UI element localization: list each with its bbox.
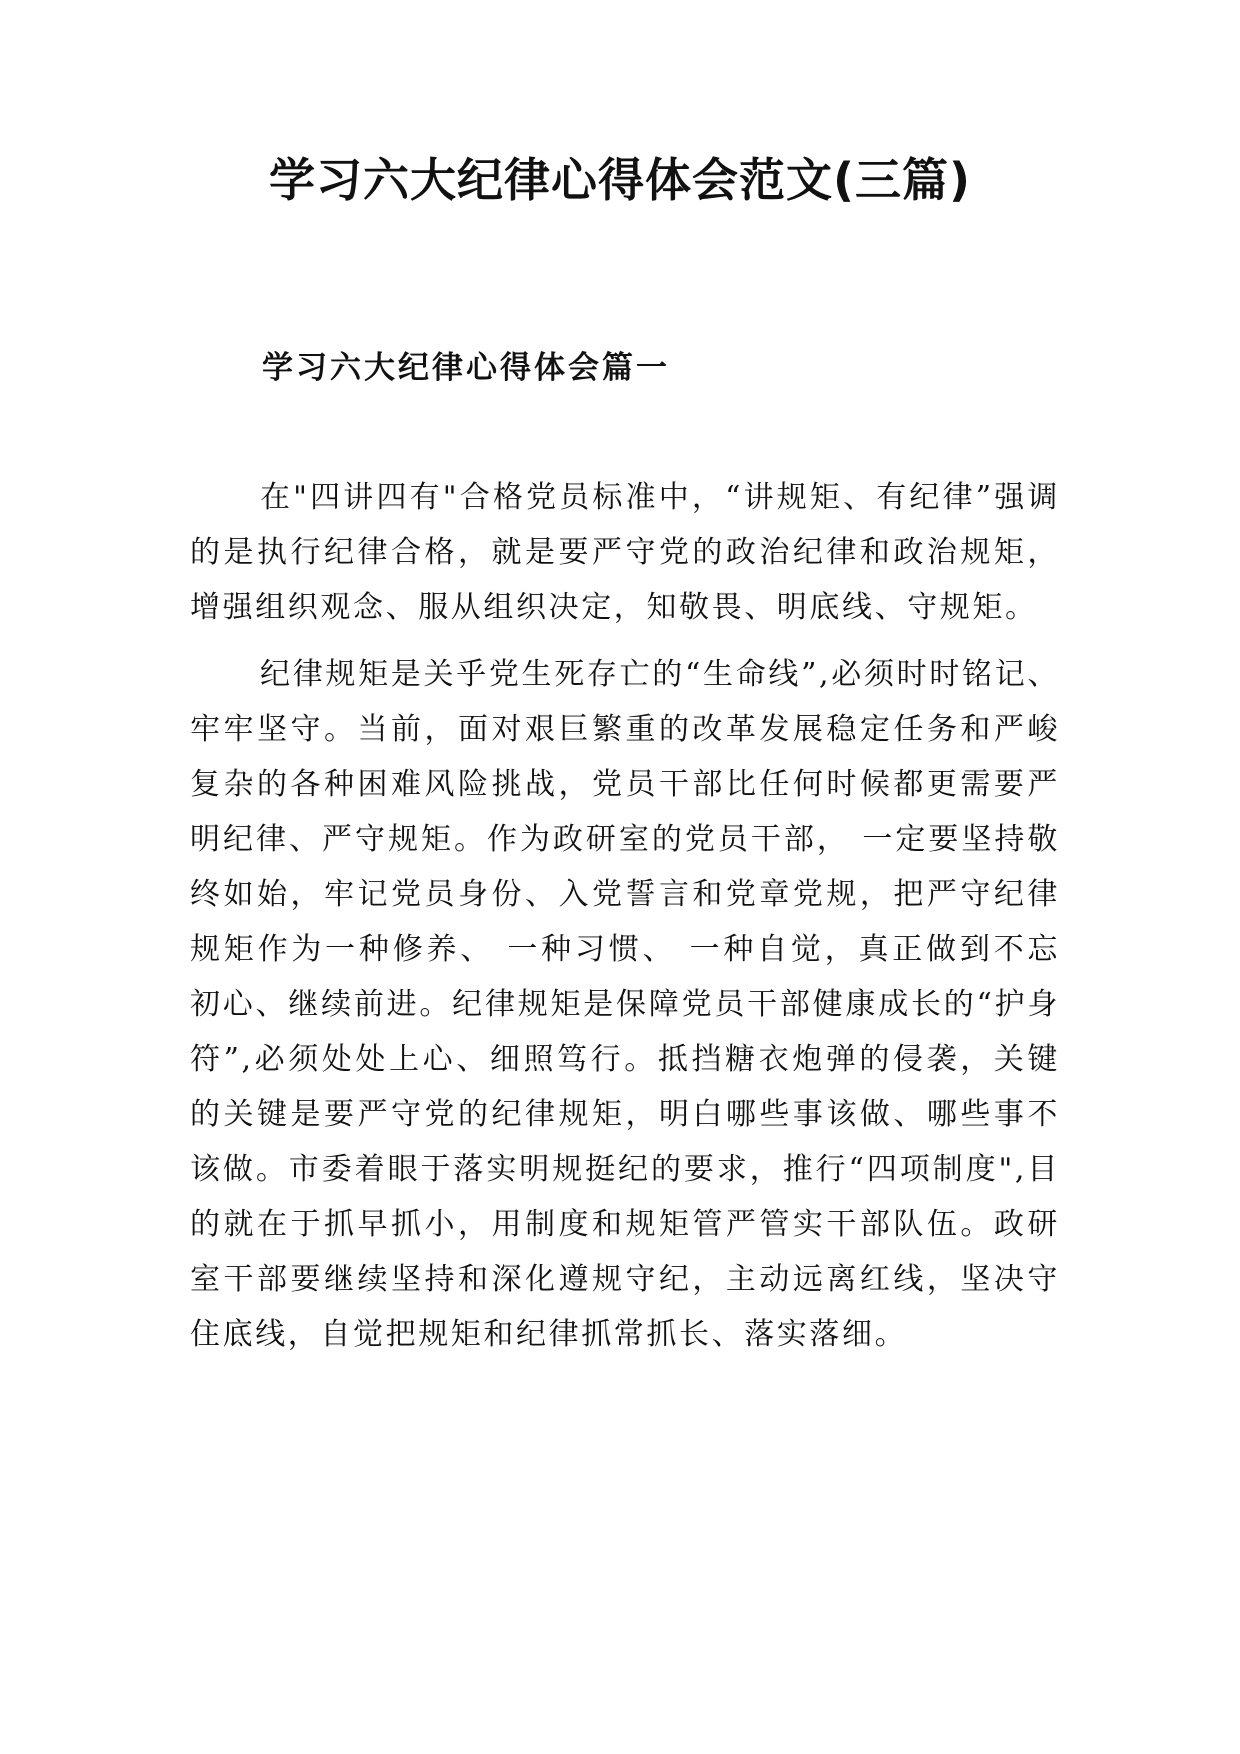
body-text — [190, 470, 1060, 1374]
document-title: 学习六大纪律心得体会范文(三篇) — [268, 153, 972, 207]
paragraph-2: 纪律规矩是关乎党生死存亡的“生命线”,必须时时铭记、牢牢坚守。当前，面对艰巨繁重的改革发展稳定任务和严峻复杂的各种困难风险挑战，党员干部比任何时候都更需要严明纪律、严守规矩。作为政研室的党员干部， 一定要坚持敬终如始，牢记党员身份、入党誓言和党章党规，把严守纪律规矩作为一种修养、 一种习惯、 一种自觉，真正做到不忘初心、继续前进。纪律规矩是保障党员干部健康成长的“护身符”,必须处处上心、细照笃行。抵挡糖衣炮弹的侵袭，关键的关键是要严守党的纪律规矩，明白哪些事该做、哪些事不该做。市委着眼于落实明规挺纪的要求，推行“四项制度",目的就在于抓早抓小，用制度和规矩管严管实干部队伍。政研室干部要继续坚持和深化遵规守纪，主动远离红线，坚决守住底线，自觉把规矩和纪律抓常抓长、落实落细。 — [190, 657, 1060, 1352]
paragraph-1: 在"四讲四有"合格党员标准中，“讲规矩、有纪律”强调的是执行纪律合格，就是要严守党的政治纪律和政治规矩，增强组织观念、服从组织决定，知敬畏、明底线、守规矩。 — [190, 480, 1060, 625]
section-heading: 学习六大纪律心得体会篇一 — [262, 350, 670, 386]
